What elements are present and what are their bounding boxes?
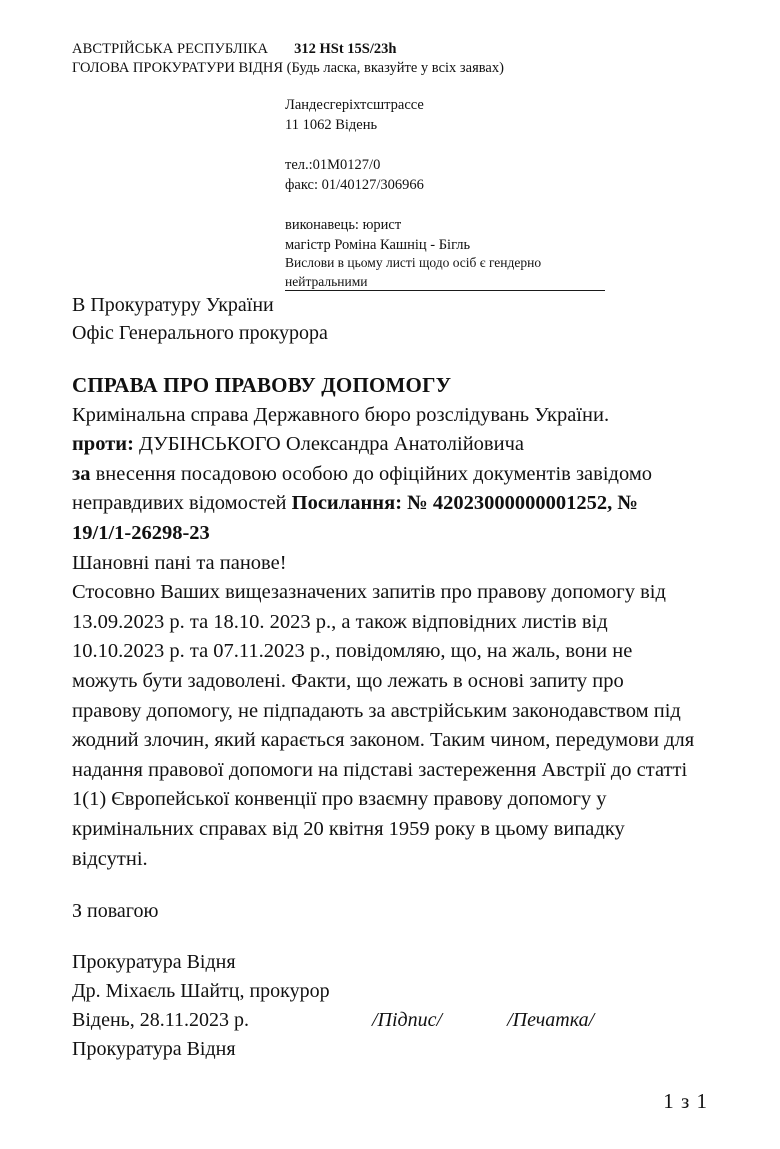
sender-telecom — [285, 156, 607, 195]
case-reference-number: 312 HSt 15S/23h — [294, 41, 397, 57]
salutation: Шановні пані та панове! — [72, 551, 287, 574]
gender-note-line-1: Вислови в цьому листі щодо осіб є гендерно — [285, 255, 542, 270]
case-title: СПРАВА ПРО ПРАВОВУ ДОПОМОГУ — [72, 373, 452, 397]
recipient-line-2: Офіс Генерального прокурора — [72, 322, 328, 344]
sender-address — [285, 96, 607, 135]
page-indicator: 1 з 1 — [663, 1089, 708, 1113]
signing-office-line-1: Прокуратура Відня — [72, 951, 236, 973]
city-and-date: Відень, 28.11.2023 р. — [72, 1009, 250, 1031]
reference-label: Посилання: № — [291, 492, 428, 515]
signature-block — [72, 948, 692, 1064]
gender-note-line-2: нейтральними — [285, 274, 368, 289]
sender-contact-block — [285, 96, 607, 255]
reference-numbers: 42023000000001252, № 19/1/1-26298-23 — [72, 492, 638, 544]
accused-name: ДУБІНСЬКОГО Олександра Анатолійовича — [139, 433, 524, 456]
case-origin: Кримінальна справа Державного бюро розслідувань України. — [72, 403, 610, 426]
recipient-line-1: В Прокуратуру України — [72, 294, 274, 316]
charge-text: внесення посадовою особою до офіційних документів завідомо неправдивих відомостей — [72, 462, 653, 515]
charge-prefix: за — [72, 462, 91, 485]
reference-note: (Будь ласка, вказуйте у всіх заявах) — [286, 60, 504, 76]
issuing-authority: АВСТРІЙСЬКА РЕСПУБЛІКА — [72, 41, 269, 57]
case-subject — [72, 430, 698, 460]
letterhead-line-authority — [72, 40, 712, 59]
seal-mark: /Печатка/ — [507, 1009, 595, 1031]
sender-city: 11 1062 Відень — [285, 116, 378, 133]
sender-phone: тел.:01M0127/0 — [285, 157, 381, 173]
charge-description — [72, 460, 698, 549]
valediction: З повагою — [72, 900, 159, 922]
letterhead-line-office — [72, 59, 712, 78]
prosecutor-name: Др. Міхаєль Шайтц, прокурор — [72, 980, 330, 1002]
gender-neutral-note — [285, 253, 605, 291]
signature-mark: /Підпис/ — [372, 1009, 443, 1031]
letter-body — [72, 371, 698, 874]
executor-role: виконавець: юрист — [285, 217, 402, 233]
recipient-block — [72, 291, 672, 347]
sender-fax: факс: 01/40127/306966 — [285, 176, 424, 193]
signature-row — [72, 1006, 692, 1035]
sender-executor — [285, 216, 607, 255]
issuing-office: ГОЛОВА ПРОКУРАТУРИ ВІДНЯ — [72, 60, 283, 76]
body-paragraph: Стосовно Ваших вищезазначених запитів про правову допомогу від 13.09.2023 р. та 18.10. 2023 р., а також відповідних листів від 10.10.2023 р. та 07.11.2023 р., повідомляю, що, на жаль, вони не можуть бути задоволені. Факти, що лежать в основі запиту про правову допомогу, не підпадають за австрійським законодавством під жодний злочин, який карається законом. Таким чином, передумови для надання правової допомоги на підставі застереження Австрії до статті 1(1) Європейської конвенції про взаємну правову допомогу у кримінальних справах від 20 квітня 1959 року в цьому випадку відсутні. — [72, 581, 695, 870]
letterhead — [72, 40, 712, 78]
signing-office-line-2: Прокуратура Відня — [72, 1038, 236, 1060]
against-label: проти: — [72, 433, 134, 456]
sender-street: Ландесгеріхтсштрассе — [285, 97, 424, 113]
executor-name: магістр Роміна Кашніц - Бігль — [285, 236, 471, 253]
